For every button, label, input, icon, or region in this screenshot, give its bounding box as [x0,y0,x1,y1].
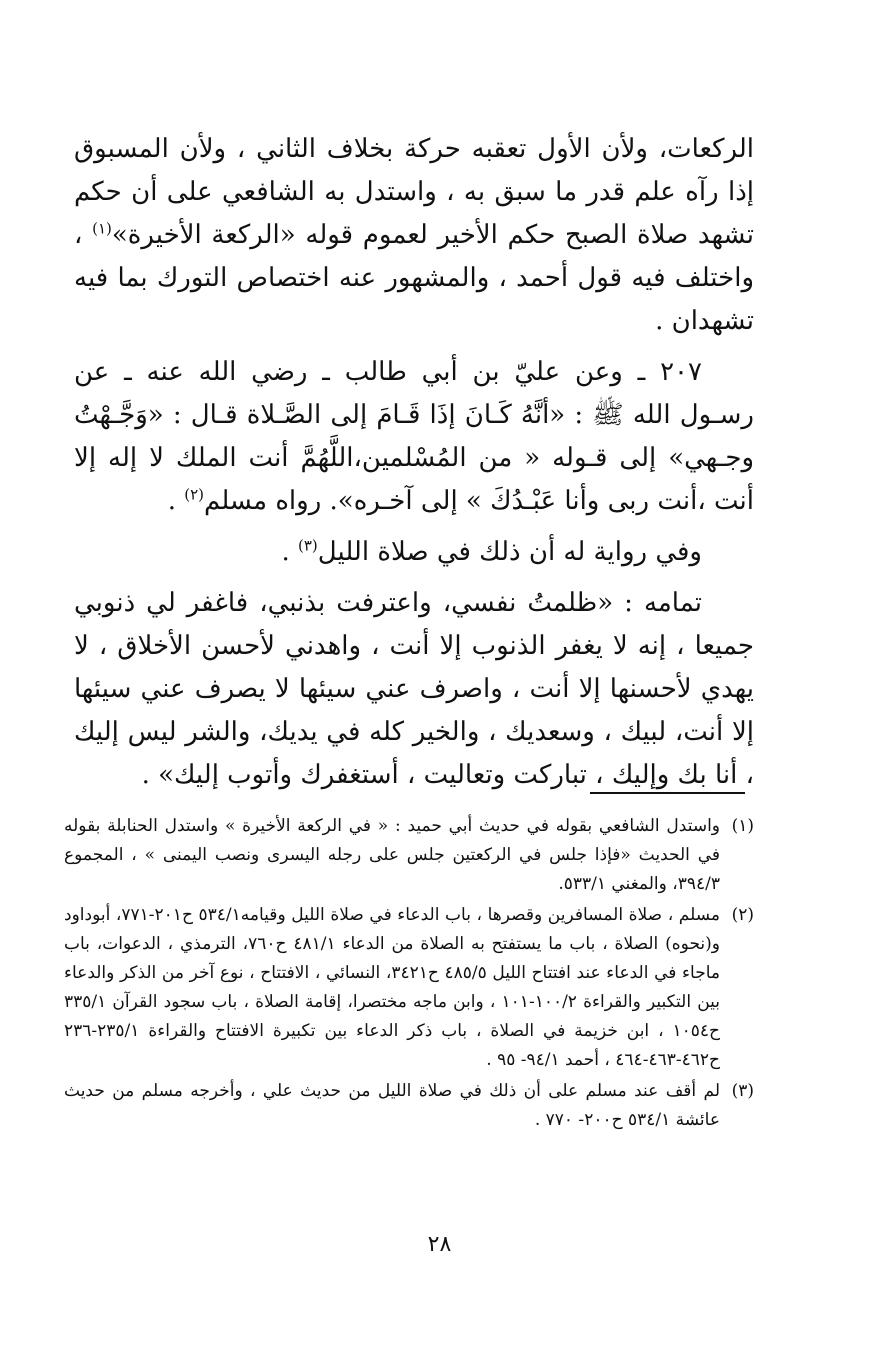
footnote-1 [64,812,754,899]
footnote-text: مسلم ، صلاة المسافرين وقصرها ، باب الدعاء في صلاة الليل وقيامه٥٣٤/١ ح٢٠١-٧٧١، أبوداود و(نحوه) الصلاة ، باب ما يستفتح به الصلاة من الدعاء ٤٨١/١ ح٧٦٠، الترمذي ، الدعوات، باب ماجاء في الدعاء عند افتتاح الليل ٤٨٥/٥ ح٣٤٢١، النسائي ، الافتتاح ، نوع آخر من الذكر والدعاء بين التكبير والقراءة ١٠٠/٢-١٠١ ، وابن ماجه مختصرا، إقامة الصلاة ، باب سجود القرآن ٣٣٥/١ ح١٠٥٤ ، ابن خزيمة في الصلاة ، باب ذكر الدعاء بين تكبيرة الافتتاح والقراءة ٢٣٥/١-٢٣٦ ح٤٦٢-٤٦٣-٤٦٤ ، أحمد ٩٤/١- ٩٥ . [64,905,720,1070]
paragraph-1-text: الركعات، ولأن الأول تعقبه حركة بخلاف الثاني ، ولأن المسبوق إذا رآه علم قدر ما سبق به ، واستدل به الشافعي على أن حكم تشهد صلاة الصبح حكم الأخير لعموم قوله «الركعة الأخيرة» [74,134,754,250]
page-number: ٢٨ [427,1232,452,1257]
paragraph-1-end: ، واختلف فيه قول أحمد ، والمشهور عنه اختصاص التورك بما فيه تشهدان . [74,220,754,336]
footnote-text: لم أقف عند مسلم على أن ذلك في صلاة الليل من حديث علي ، وأخرجه مسلم من حديث عائشة ٥٣٤/١ ح٢٠٠- ٧٧٠ . [64,1081,720,1130]
footnotes [64,812,754,1137]
paragraph-1 [74,128,754,343]
paragraph-3-end: . [281,537,298,567]
paragraph-3-text: وفي رواية له أن ذلك في صلاة الليل [317,537,702,567]
footnote-ref-3[interactable]: (٣) [298,536,318,555]
footnote-number: (١) [731,816,754,836]
footnote-2 [64,901,754,1075]
footnote-separator [590,792,745,794]
footnote-number: (٢) [731,905,754,925]
footnote-ref-2[interactable]: (٢) [184,485,205,504]
paragraph-4-text: تمامه : «ظلمتُ نفسي، واعترفت بذنبي، فاغفر لي ذنوبي جميعا ، إنه لا يغفر الذنوب إلا أنت ، واهدني لأحسن الأخلاق ، لا يهدي لأحسنها إلا أنت ، واصرف عني سيئها لا يصرف عني سيئها إلا أنت، لبيك ، وسعديك ، والخير كله في يديك، والشر ليس إليك ، أنا بك وإليك ، تباركت وتعاليت ، أستغفرك وأتوب إليك» . [74,588,754,790]
paragraph-hadith-207 [74,351,754,523]
footnote-3 [64,1077,754,1135]
footnote-number: (٣) [731,1081,754,1101]
main-text [74,128,754,797]
paragraph-2-text: ٢٠٧ ـ وعن عليّ بن أبي طالب ـ رضي الله عنه ـ عن رسـول الله ﷺ : «أنَّهُ كَـانَ إذَا قَـامَ إلى الصَّـلاة قـال : «وَجَّـهْتُ وجـهي» إلى قـوله « من المُسْلمين،اللَّهُمَّ أنت الملك لا إله إلا أنت ،أنت ربى وأنا عَبْـدُكَ » إلى آخـره». رواه مسلم [74,357,754,516]
footnote-text: واستدل الشافعي بقوله في حديث أبي حميد : « في الركعة الأخيرة » واستدل الحنابلة بقوله في الحديث «فإذا جلس في الركعتين جلس على رجله اليسرى ونصب اليمنى » ، المجموع ٣٩٤/٣، والمغني ٥٣٣/١. [64,816,720,894]
footnote-ref-1[interactable]: (١) [92,219,112,238]
paragraph-tamamuh [74,582,754,797]
paragraph-riwaya [74,531,754,574]
paragraph-2-end: . [167,486,185,516]
